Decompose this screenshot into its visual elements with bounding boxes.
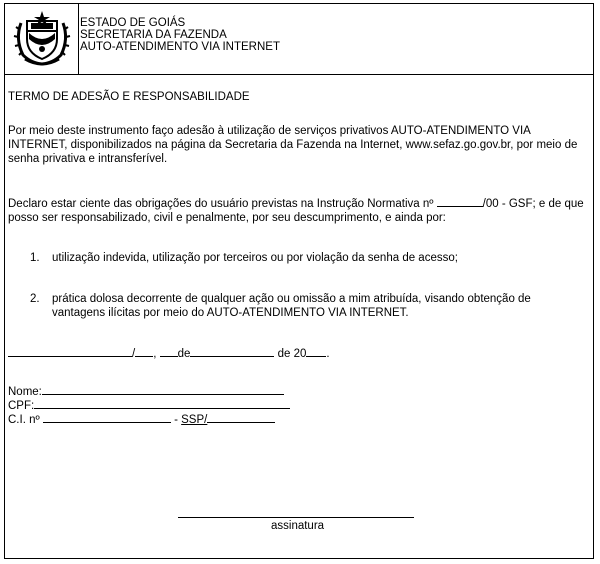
header-service: AUTO-ATENDIMENTO VIA INTERNET (80, 41, 280, 53)
declaration-text-after: /00 - GSF; e de que posso ser responsabilizado, civil e penalmente, por seu descumprimento, e ainda por: (8, 198, 584, 224)
date-year-prefix: de 20 (277, 348, 307, 360)
cpf-blank[interactable] (34, 397, 290, 409)
instruction-number-blank[interactable] (437, 195, 483, 207)
date-line (8, 345, 330, 361)
signature-label: assinatura (271, 520, 325, 532)
date-separator: / (132, 348, 136, 360)
paragraph-declaration (8, 195, 590, 225)
day-blank[interactable] (160, 345, 178, 357)
name-blank[interactable] (42, 383, 284, 395)
ci-blank[interactable] (43, 411, 171, 423)
date-comma: , (153, 348, 157, 360)
name-label: Nome: (8, 386, 42, 398)
item-text: utilização indevida, utilização por terceiros ou por violação da senha de acesso; (52, 252, 458, 264)
cpf-label: CPF: (8, 400, 35, 412)
item-number: 1. (30, 252, 40, 264)
header-state: ESTADO DE GOIÁS (80, 17, 186, 29)
ci-label: C.I. nº (8, 414, 40, 426)
state-blank[interactable] (135, 345, 153, 357)
paragraph-adhesion: Por meio deste instrumento faço adesão à utilização de serviços privativos AUTO-ATENDIMENTO VIA INTERNET, disponibilizados na página da Secretaria da Fazenda na Internet, www.sefaz.go.gov.br, por meio de senha privativa e intransferível. (8, 125, 578, 165)
ci-field (8, 411, 275, 427)
item-number: 2. (30, 293, 40, 305)
city-blank[interactable] (8, 345, 132, 357)
document-title: TERMO DE ADESÃO E RESPONSABILIDADE (8, 91, 250, 103)
declaration-text-before: Declaro estar ciente das obrigações do usuário previstas na Instrução Normativa nº (8, 198, 434, 210)
signature-line[interactable] (178, 517, 414, 518)
date-end: . (326, 348, 330, 360)
ssp-blank[interactable] (207, 411, 275, 423)
month-blank[interactable] (190, 345, 274, 357)
year-blank[interactable] (306, 345, 326, 357)
header (5, 4, 593, 75)
seal-cell (5, 4, 79, 74)
header-text (80, 17, 280, 53)
ci-separator: - (174, 414, 178, 426)
form-frame (4, 3, 594, 559)
header-secretariat: SECRETARIA DA FAZENDA (80, 29, 227, 41)
ssp-label: SSP/ (181, 414, 208, 426)
item-text: prática dolosa decorrente de qualquer ação ou omissão a mim atribuída, visando obtenção de vantagens ilícitas por meio do AUTO-ATENDIMENTO VIA INTERNET. (52, 293, 531, 319)
date-de: de (177, 348, 191, 360)
coat-of-arms-icon (13, 9, 71, 67)
